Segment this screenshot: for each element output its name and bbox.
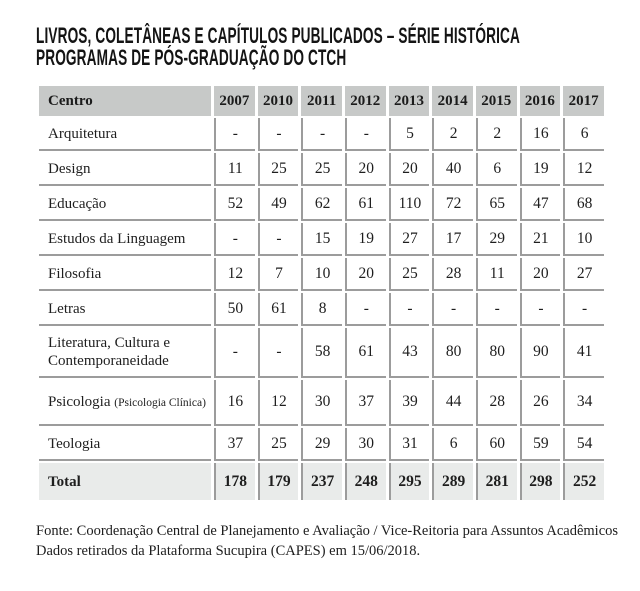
value-cell: 44: [432, 380, 473, 426]
value-cell: -: [563, 293, 604, 326]
row-label-note: (Psicologia Clínica): [114, 396, 206, 409]
value-cell: 6: [563, 118, 604, 151]
value-cell: -: [520, 293, 561, 326]
value-cell: 21: [520, 223, 561, 256]
value-cell: 58: [301, 328, 342, 378]
value-cell: 16: [214, 380, 255, 426]
source-note: [36, 521, 618, 561]
column-header-year: 2015: [476, 86, 517, 116]
column-header-year: 2011: [301, 86, 342, 116]
value-cell: -: [476, 293, 517, 326]
value-cell: 62: [301, 188, 342, 221]
value-cell: 49: [258, 188, 299, 221]
value-cell: 80: [432, 328, 473, 378]
value-cell: 16: [520, 118, 561, 151]
value-cell: 11: [476, 258, 517, 291]
table-row: [39, 258, 604, 291]
value-cell: 47: [520, 188, 561, 221]
value-cell: -: [301, 118, 342, 151]
value-cell: 31: [389, 428, 430, 461]
value-cell: 12: [214, 258, 255, 291]
value-cell: -: [345, 293, 386, 326]
value-cell: 15: [301, 223, 342, 256]
row-label: [39, 293, 211, 326]
publications-table: [36, 84, 607, 502]
column-header-year: 2017: [563, 86, 604, 116]
value-cell: 29: [301, 428, 342, 461]
header-row: [39, 86, 604, 116]
value-cell: 10: [563, 223, 604, 256]
value-cell: 80: [476, 328, 517, 378]
value-cell: 19: [345, 223, 386, 256]
column-header-year: 2013: [389, 86, 430, 116]
value-cell: 30: [301, 380, 342, 426]
row-label-text: Design: [48, 160, 91, 177]
value-cell: 8: [301, 293, 342, 326]
value-cell: 50: [214, 293, 255, 326]
table-row: [39, 428, 604, 461]
column-header-year: 2012: [345, 86, 386, 116]
value-cell: 5: [389, 118, 430, 151]
value-cell: 41: [563, 328, 604, 378]
value-cell: 54: [563, 428, 604, 461]
value-cell: 37: [345, 380, 386, 426]
column-header-year: 2016: [520, 86, 561, 116]
value-cell: 20: [345, 153, 386, 186]
row-label-text: Arquitetura: [48, 125, 118, 142]
value-cell: -: [345, 118, 386, 151]
value-cell: 59: [520, 428, 561, 461]
page-title-line1: LIVROS, COLETÂNEAS E CAPÍTULOS PUBLICADOS – SÉRIE HISTÓRICA: [36, 23, 521, 48]
value-cell: -: [389, 293, 430, 326]
value-cell: 28: [432, 258, 473, 291]
column-header-year: 2014: [432, 86, 473, 116]
column-header-year: 2007: [214, 86, 255, 116]
table-row: [39, 223, 604, 256]
column-header-centro: Centro: [39, 86, 211, 116]
value-cell: -: [258, 223, 299, 256]
value-cell: 30: [345, 428, 386, 461]
value-cell: 12: [258, 380, 299, 426]
row-label-text: Filosofia: [48, 265, 102, 282]
value-cell: 27: [389, 223, 430, 256]
value-cell: 10: [301, 258, 342, 291]
value-cell: 281: [476, 463, 517, 500]
value-cell: 60: [476, 428, 517, 461]
value-cell: 6: [476, 153, 517, 186]
row-label: [39, 223, 211, 256]
value-cell: 20: [520, 258, 561, 291]
total-row: [39, 463, 604, 500]
value-cell: 252: [563, 463, 604, 500]
table-body: [39, 118, 604, 500]
table-row: [39, 293, 604, 326]
value-cell: -: [432, 293, 473, 326]
row-label-text: Educação: [48, 195, 107, 212]
row-label: [39, 380, 211, 426]
row-label: [39, 153, 211, 186]
value-cell: -: [258, 118, 299, 151]
value-cell: 295: [389, 463, 430, 500]
table-row: [39, 328, 604, 378]
value-cell: 29: [476, 223, 517, 256]
table-row: [39, 153, 604, 186]
value-cell: 6: [432, 428, 473, 461]
value-cell: 39: [389, 380, 430, 426]
source-note-line2: Dados retirados da Plataforma Sucupira (CAPES) em 15/06/2018.: [36, 543, 421, 559]
page-title: [36, 25, 640, 69]
value-cell: 289: [432, 463, 473, 500]
value-cell: 17: [432, 223, 473, 256]
row-label-text: Estudos da Linguagem: [48, 230, 186, 247]
table-row: [39, 380, 604, 426]
value-cell: 11: [214, 153, 255, 186]
value-cell: 43: [389, 328, 430, 378]
value-cell: 298: [520, 463, 561, 500]
row-label-text: Literatura, Cultura e Contemporaneidade: [48, 335, 171, 369]
row-label-text: Letras: [48, 300, 86, 317]
value-cell: 61: [345, 328, 386, 378]
row-label: [39, 463, 211, 500]
value-cell: 25: [258, 153, 299, 186]
value-cell: 61: [258, 293, 299, 326]
value-cell: 61: [345, 188, 386, 221]
row-label-text: Total: [48, 473, 81, 490]
row-label-text: Teologia: [48, 435, 101, 452]
value-cell: -: [214, 118, 255, 151]
value-cell: 237: [301, 463, 342, 500]
value-cell: 26: [520, 380, 561, 426]
table-row: [39, 118, 604, 151]
source-note-line1: Fonte: Coordenação Central de Planejamento e Avaliação / Vice-Reitoria para Assuntos Acadêmicos: [36, 523, 619, 539]
value-cell: 72: [432, 188, 473, 221]
value-cell: 28: [476, 380, 517, 426]
value-cell: 40: [432, 153, 473, 186]
row-label: [39, 188, 211, 221]
value-cell: 68: [563, 188, 604, 221]
table-row: [39, 188, 604, 221]
value-cell: 37: [214, 428, 255, 461]
value-cell: 19: [520, 153, 561, 186]
value-cell: 34: [563, 380, 604, 426]
value-cell: -: [214, 223, 255, 256]
value-cell: 25: [301, 153, 342, 186]
value-cell: 2: [432, 118, 473, 151]
value-cell: 25: [258, 428, 299, 461]
value-cell: 248: [345, 463, 386, 500]
value-cell: 65: [476, 188, 517, 221]
value-cell: 178: [214, 463, 255, 500]
page-title-line2: PROGRAMAS DE PÓS-GRADUAÇÃO DO CTCH: [36, 45, 347, 70]
value-cell: 52: [214, 188, 255, 221]
row-label: [39, 258, 211, 291]
value-cell: -: [258, 328, 299, 378]
value-cell: 110: [389, 188, 430, 221]
value-cell: 12: [563, 153, 604, 186]
row-label: [39, 428, 211, 461]
row-label: [39, 328, 211, 378]
row-label: [39, 118, 211, 151]
value-cell: 25: [389, 258, 430, 291]
value-cell: 20: [345, 258, 386, 291]
value-cell: -: [214, 328, 255, 378]
column-header-year: 2010: [258, 86, 299, 116]
value-cell: 90: [520, 328, 561, 378]
value-cell: 7: [258, 258, 299, 291]
row-label-text: Psicologia: [48, 393, 111, 410]
value-cell: 2: [476, 118, 517, 151]
value-cell: 20: [389, 153, 430, 186]
value-cell: 27: [563, 258, 604, 291]
value-cell: 179: [258, 463, 299, 500]
